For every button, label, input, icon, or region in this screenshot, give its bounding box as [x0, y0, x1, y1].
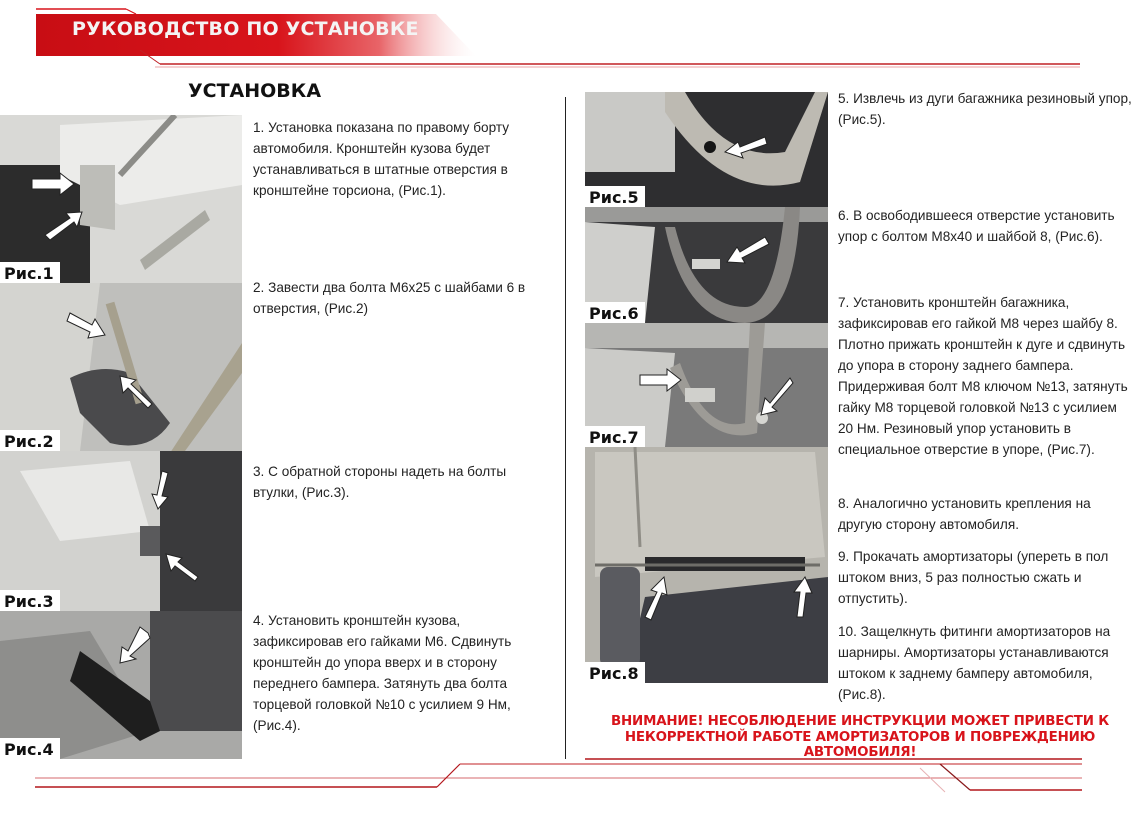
figure-5 — [585, 92, 828, 207]
figure-4-label: Рис.4 — [0, 738, 60, 759]
figure-8 — [585, 447, 828, 683]
figure-3 — [0, 451, 242, 611]
figure-2-photo — [0, 283, 242, 451]
figure-7-label: Рис.7 — [585, 426, 645, 447]
header-title: РУКОВОДСТВО ПО УСТАНОВКЕ — [72, 18, 419, 40]
step-10: 10. Защелкнуть фитинги амортизаторов на шарниры. Амортизаторы устанавливаются штоком к заднему бамперу автомобиля, (Рис.8). — [838, 624, 1111, 702]
section-title: УСТАНОВКА — [188, 80, 322, 102]
figure-3-label: Рис.3 — [0, 590, 60, 611]
step-9: 9. Прокачать амортизаторы (упереть в пол штоком вниз, 5 раз полностью сжать и отпустить). — [838, 549, 1109, 606]
step-2: 2. Завести два болта М6х25 с шайбами 6 в отверстия, (Рис.2) — [253, 280, 526, 316]
figure-8-photo — [585, 447, 828, 683]
figure-2-label: Рис.2 — [0, 430, 60, 451]
step-5: 5. Извлечь из дуги багажника резиновый упор, (Рис.5). — [838, 91, 1132, 127]
figure-7 — [585, 323, 828, 447]
step-1: 1. Установка показана по правому борту автомобиля. Кронштейн кузова будет устанавливаться в штатные отверстия в кронштейне торсиона, (Рис.1). — [253, 120, 510, 198]
figure-4-photo — [0, 611, 242, 759]
figure-2 — [0, 283, 242, 451]
warning-text: ВНИМАНИЕ! НЕСОБЛЮДЕНИЕ ИНСТРУКЦИИ МОЖЕТ ПРИВЕСТИ К НЕКОРРЕКТНОЙ РАБОТЕ АМОРТИЗАТОРОВ И ПОВРЕЖДЕНИЮ АВТОМОБИЛЯ! — [611, 714, 1109, 760]
step-8: 8. Аналогично установить крепления на другую сторону автомобиля. — [838, 496, 1091, 532]
step-3: 3. С обратной стороны надеть на болты втулки, (Рис.3). — [253, 464, 507, 500]
step-7: 7. Установить кронштейн багажника, зафиксировав его гайкой М8 через шайбу 8. Плотно прижать кронштейн к дуге и сдвинуть до упора в сторону заднего бампера. Придерживая болт М8 ключом №13, затянуть гайку М8 торцевой головкой №13 с усилием 20 Нм. Резиновый упор установить в специальное отверстие в упоре, (Рис.7). — [838, 295, 1128, 457]
step-4: 4. Установить кронштейн кузова, зафиксировав его гайками М6. Сдвинуть кронштейн до упора вверх и в сторону переднего бампера. Затянуть два болта торцевой головкой №10 с усилием 9 Нм, (Рис.4). — [253, 613, 512, 733]
figure-6 — [585, 207, 828, 323]
figure-1-photo — [0, 115, 242, 283]
column-divider — [565, 97, 566, 759]
figure-1 — [0, 115, 242, 283]
footer-lines — [0, 750, 1133, 800]
figure-4 — [0, 611, 242, 759]
figure-1-label: Рис.1 — [0, 262, 60, 283]
step-6: 6. В освободившееся отверстие установить упор с болтом М8х40 и шайбой 8, (Рис.6). — [838, 208, 1115, 244]
figure-3-photo — [0, 451, 242, 611]
figure-8-label: Рис.8 — [585, 662, 645, 683]
header-underline — [100, 50, 1133, 72]
figure-6-label: Рис.6 — [585, 302, 645, 323]
figure-5-label: Рис.5 — [585, 186, 645, 207]
